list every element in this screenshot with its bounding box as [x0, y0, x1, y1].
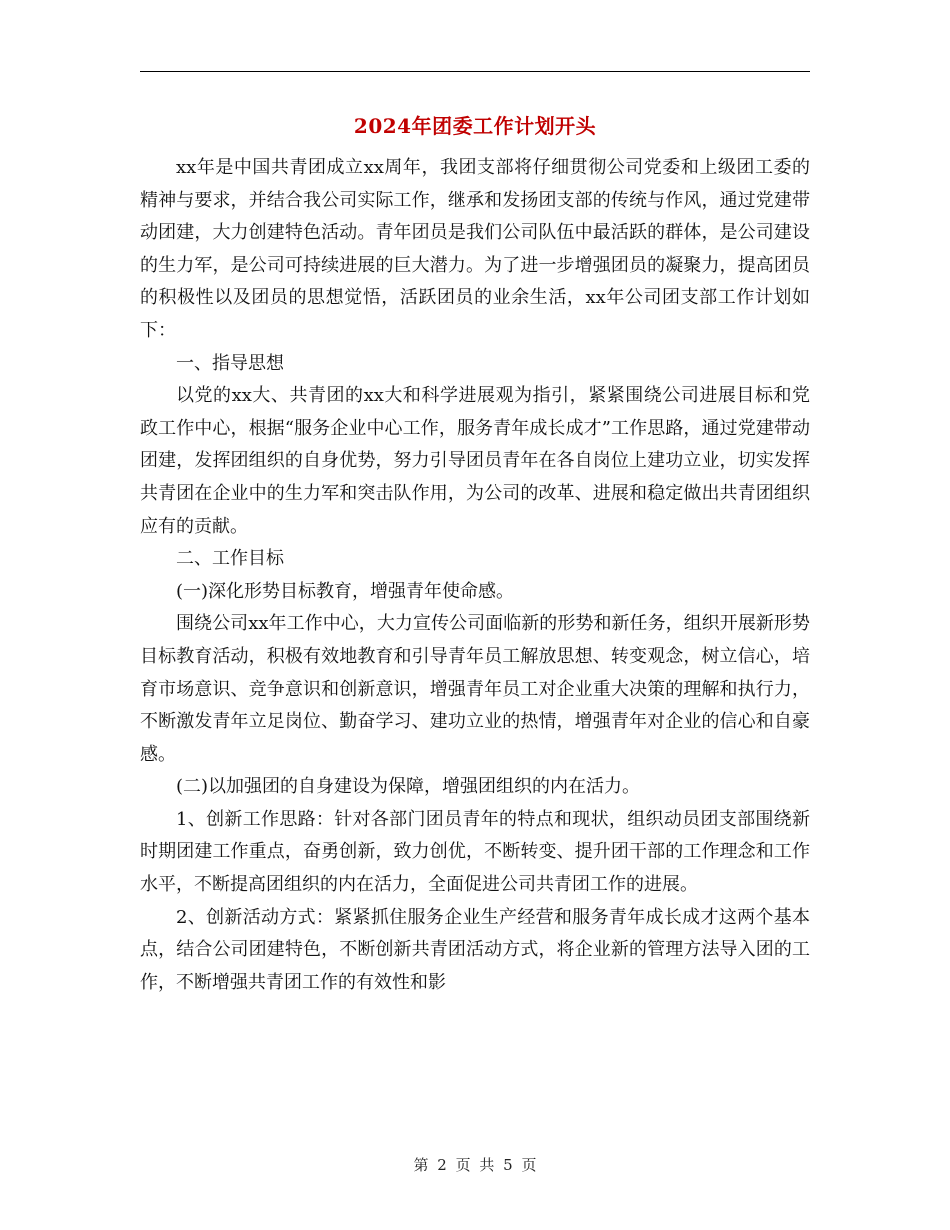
- paragraph-innovate-activities: 2、创新活动方式：紧紧抓住服务企业生产经营和服务青年成长成才这两个基本点，结合公司团建特色，不断创新共青团活动方式，将企业新的管理方法导入团的工作，不断增强共青团工作的有效性和影: [140, 906, 810, 993]
- paragraph-goal-1: 围绕公司xx年工作中心，大力宣传公司面临新的形势和新任务，组织开展新形势目标教育活动，积极有效地教育和引导青年员工解放思想、转变观念，树立信心，培育市场意识、竞争意识和创新意识，增强青年员工对企业重大决策的理解和执行力，不断激发青年立足岗位、勤奋学习、建功立业的热情，增强青年对企业的信心和自豪感。: [140, 613, 810, 765]
- header-rule: [140, 71, 810, 72]
- paragraph-innovate-thinking: 1、创新工作思路：针对各部门团员青年的特点和现状，组织动员团支部围绕新时期团建工作重点，奋勇创新，致力创优，不断转变、提升团干部的工作理念和工作水平，不断提高团组织的内在活力，全面促进公司共青团工作的进展。: [140, 808, 810, 896]
- page-number-footer: 第 2 页 共 5 页: [413, 1156, 537, 1174]
- subheading-goal-1: (一)深化形势目标教育，增强青年使命感。: [176, 580, 515, 602]
- document-title: 2024年团委工作计划开头: [353, 114, 597, 138]
- section-heading-guiding-ideology: 一、指导思想: [176, 352, 284, 374]
- document-body: [140, 152, 810, 999]
- paragraph-intro: xx年是中国共青团成立xx周年，我团支部将仔细贯彻公司党委和上级团工委的精神与要求，并结合我公司实际工作，继承和发扬团支部的传统与作风，通过党建带动团建，大力创建特色活动。青年团员是我们公司队伍中最活跃的群体，是公司建设的生力军，是公司可持续进展的巨大潜力。为了进一步增强团员的凝聚力，提高团员的积极性以及团员的思想觉悟，活跃团员的业余生活，xx年公司团支部工作计划如下：: [140, 157, 810, 341]
- section-heading-work-goals: 二、工作目标: [176, 548, 284, 570]
- paragraph-guiding-ideology: 以党的xx大、共青团的xx大和科学进展观为指引，紧紧围绕公司进展目标和党政工作中心，根据“服务企业中心工作，服务青年成长成才”工作思路，通过党建带动团建，发挥团组织的自身优势，努力引导团员青年在各自岗位上建功立业，切实发挥共青团在企业中的生力军和突击队作用，为公司的改革、进展和稳定做出共青团组织应有的贡献。: [140, 385, 810, 537]
- subheading-goal-2: (二)以加强团的自身建设为保障，增强团组织的内在活力。: [176, 776, 641, 798]
